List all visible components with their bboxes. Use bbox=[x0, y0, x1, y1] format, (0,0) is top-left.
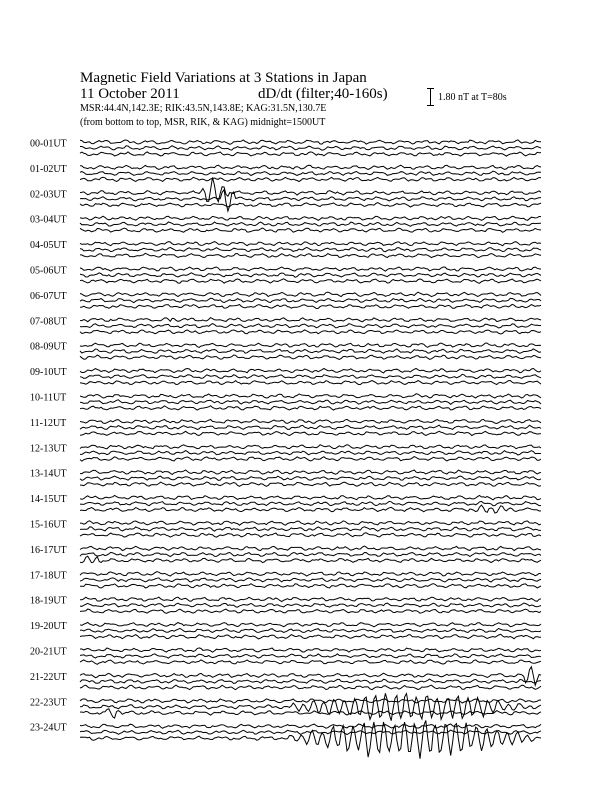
trace-kag bbox=[80, 165, 541, 169]
trace-kag bbox=[80, 394, 541, 398]
trace-msr bbox=[80, 330, 541, 334]
trace-msr bbox=[80, 228, 541, 232]
hour-label: 03-04UT bbox=[30, 214, 67, 226]
trace-rik bbox=[80, 171, 541, 175]
trace-kag bbox=[80, 419, 541, 423]
trace-rik bbox=[80, 578, 541, 582]
chart-quantity: dD/dt (filter;40-160s) bbox=[258, 86, 388, 102]
trace-rik bbox=[80, 324, 541, 328]
trace-kag bbox=[80, 597, 541, 601]
trace-msr bbox=[80, 253, 541, 257]
scale-label: 1.80 nT at T=80s bbox=[438, 92, 507, 103]
hour-label: 00-01UT bbox=[30, 138, 67, 150]
hour-label: 07-08UT bbox=[30, 316, 67, 328]
trace-kag bbox=[80, 667, 541, 686]
trace-msr bbox=[80, 482, 541, 486]
hour-label: 09-10UT bbox=[30, 367, 67, 379]
chart-date: 11 October 2011 bbox=[80, 86, 180, 102]
trace-msr bbox=[80, 556, 541, 563]
trace-rik bbox=[80, 603, 541, 607]
trace-msr bbox=[80, 406, 541, 410]
trace-rik bbox=[80, 146, 541, 151]
trace-kag bbox=[80, 140, 541, 144]
hour-label: 06-07UT bbox=[30, 290, 67, 302]
trace-kag bbox=[80, 699, 541, 703]
station-coordinates: MSR:44.4N,142.3E; RIK:43.5N,143.8E; KAG:31.5N,130.7E bbox=[80, 103, 327, 114]
trace-rik bbox=[80, 222, 541, 226]
hour-label: 15-16UT bbox=[30, 519, 67, 531]
trace-msr bbox=[80, 634, 541, 639]
trace-msr bbox=[80, 457, 541, 462]
trace-kag bbox=[80, 445, 541, 449]
trace-kag bbox=[80, 242, 541, 246]
trace-msr bbox=[80, 505, 541, 513]
trace-kag bbox=[80, 546, 541, 551]
hour-label: 04-05UT bbox=[30, 240, 67, 252]
trace-rik bbox=[80, 349, 541, 353]
trace-msr bbox=[80, 279, 541, 284]
trace-rik bbox=[80, 476, 541, 480]
trace-rik bbox=[80, 654, 541, 658]
trace-rik bbox=[80, 190, 541, 211]
trace-rik bbox=[80, 400, 541, 405]
trace-msr bbox=[80, 203, 541, 207]
trace-rik bbox=[80, 679, 541, 683]
trace-kag bbox=[80, 292, 541, 296]
trace-kag bbox=[80, 343, 541, 347]
hour-label: 08-09UT bbox=[30, 341, 67, 353]
trace-kag bbox=[80, 318, 541, 322]
hour-label: 01-02UT bbox=[30, 163, 67, 175]
trace-kag bbox=[80, 470, 541, 475]
trace-kag bbox=[80, 267, 541, 271]
hour-label: 20-21UT bbox=[30, 646, 67, 658]
trace-rik bbox=[80, 247, 541, 251]
trace-msr bbox=[80, 152, 541, 156]
chart-title: Magnetic Field Variations at 3 Stations in Japan bbox=[80, 70, 367, 86]
trace-rik bbox=[80, 374, 541, 378]
hour-label: 16-17UT bbox=[30, 544, 67, 556]
hour-label: 14-15UT bbox=[30, 494, 67, 506]
hour-label: 02-03UT bbox=[30, 189, 67, 201]
hour-label: 21-22UT bbox=[30, 671, 67, 683]
trace-msr bbox=[80, 355, 541, 359]
hour-label: 13-14UT bbox=[30, 468, 67, 480]
hour-label: 10-11UT bbox=[30, 392, 67, 404]
trace-rik bbox=[80, 425, 541, 429]
hour-label: 12-13UT bbox=[30, 443, 67, 455]
hour-label: 11-12UT bbox=[30, 417, 67, 429]
trace-msr bbox=[80, 177, 541, 181]
trace-msr bbox=[80, 584, 541, 588]
trace-kag bbox=[80, 216, 541, 220]
hour-label: 18-19UT bbox=[30, 595, 67, 607]
trace-msr bbox=[80, 660, 541, 664]
trace-kag bbox=[80, 368, 541, 373]
hour-label: 22-23UT bbox=[30, 697, 67, 709]
trace-rik bbox=[80, 628, 541, 632]
trace-rik bbox=[80, 527, 541, 531]
hour-label: 23-24UT bbox=[30, 722, 67, 734]
station-order-note: (from bottom to top, MSR, RIK, & KAG) midnight=1500UT bbox=[80, 117, 326, 128]
hour-label: 19-20UT bbox=[30, 621, 67, 633]
trace-kag bbox=[80, 572, 541, 576]
trace-kag bbox=[80, 496, 541, 500]
trace-rik bbox=[80, 501, 541, 505]
trace-kag bbox=[80, 648, 541, 652]
trace-rik bbox=[80, 451, 541, 455]
trace-kag bbox=[80, 622, 541, 626]
trace-msr bbox=[80, 304, 541, 308]
trace-kag bbox=[80, 521, 541, 525]
trace-msr bbox=[80, 381, 541, 385]
trace-rik bbox=[80, 273, 541, 278]
trace-msr bbox=[80, 609, 541, 613]
hour-label: 17-18UT bbox=[30, 570, 67, 582]
trace-msr bbox=[80, 533, 541, 537]
trace-rik bbox=[80, 552, 541, 556]
trace-kag bbox=[80, 724, 541, 728]
trace-rik bbox=[80, 693, 541, 720]
hour-label: 05-06UT bbox=[30, 265, 67, 277]
trace-rik bbox=[80, 298, 541, 302]
trace-msr bbox=[80, 431, 541, 435]
trace-msr bbox=[80, 685, 541, 690]
